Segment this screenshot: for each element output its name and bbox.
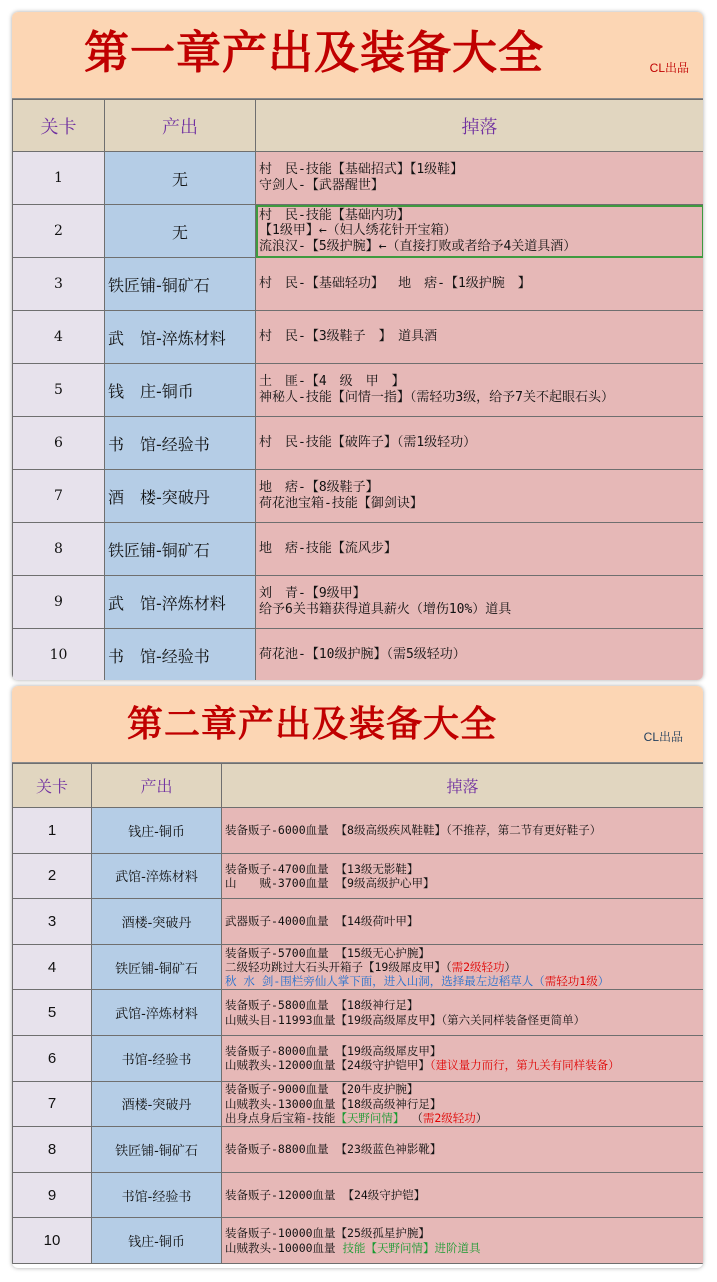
drop-segment: 山 贼-3700血量 【9级高级护心甲】	[225, 875, 435, 890]
drop-line	[225, 1142, 703, 1156]
chapter-1-rows	[13, 152, 704, 681]
drop-line: 【1级甲】←（妇人绣花针开宝箱）	[259, 223, 457, 239]
drop-segment: 【天野问情】	[335, 1111, 405, 1126]
production-cell: 酒楼-突破丹	[92, 899, 222, 945]
table-row	[13, 1218, 704, 1264]
drop-segment: 装备贩子-5700血量 【15级无心护腕】	[225, 945, 430, 960]
level-cell: 9	[13, 576, 105, 629]
drop-line	[225, 1058, 703, 1072]
drop-segment: （	[404, 1111, 423, 1126]
level-cell: 2	[13, 205, 105, 258]
drop-segment: 需2级轻功	[422, 1111, 476, 1126]
drops-cell	[222, 1172, 704, 1218]
level-cell: 5	[13, 364, 105, 417]
table-row	[13, 258, 704, 311]
table-row	[13, 152, 704, 205]
chapter-2-credit: CL出品	[643, 730, 683, 744]
chapter-2-table	[12, 763, 703, 1264]
header-level: 关卡	[13, 764, 92, 808]
drops-cell	[256, 629, 704, 681]
drops-cell	[222, 990, 704, 1036]
drop-segment: 出身点身后宝箱-技能	[225, 1111, 336, 1126]
drop-line	[225, 998, 703, 1012]
drops-cell	[256, 523, 704, 576]
drops-cell	[256, 205, 704, 258]
drop-line	[225, 862, 703, 876]
drop-line: 神秘人-技能【问情一指】（需轻功3级，给予7关不起眼石头）	[259, 390, 614, 405]
drop-line	[225, 823, 703, 837]
production-cell: 武馆-淬炼材料	[92, 853, 222, 899]
table-row	[13, 629, 704, 681]
drop-line: 流浪汉-【5级护腕】←（直接打败或者给予4关道具酒）	[259, 238, 577, 254]
drop-line	[225, 1188, 703, 1202]
production-cell: 书馆-经验书	[92, 1035, 222, 1081]
drops-cell	[222, 853, 704, 899]
drop-segment: （建议量力而行，第九关有同样装备）	[429, 1058, 620, 1073]
level-cell: 6	[13, 1035, 92, 1081]
chapter-1-banner	[12, 12, 703, 99]
table-row	[13, 1081, 704, 1127]
table-row	[13, 944, 704, 990]
header-drops: 掉落	[256, 100, 704, 152]
chapter-2-rows	[13, 808, 704, 1264]
drops-cell	[222, 1035, 704, 1081]
drop-line: 地 痞-技能【流风步】	[259, 541, 397, 557]
drop-segment: 装备贩子-4700血量 【13级无影鞋】	[225, 861, 419, 876]
drop-segment: 二级轻功跳过大石头开箱子【19级犀皮甲】（	[225, 959, 452, 974]
chapter-1-table	[12, 99, 703, 680]
production-cell: 钱庄-铜币	[92, 808, 222, 854]
drop-line	[225, 1097, 703, 1111]
chapter-2-panel	[12, 686, 703, 1268]
drop-line	[225, 946, 703, 960]
level-cell: 1	[13, 152, 105, 205]
table-row	[13, 576, 704, 629]
drop-line	[225, 1013, 703, 1027]
drops-cell	[256, 364, 704, 417]
drop-line: 守剑人-【武器醒世】	[259, 178, 384, 193]
production-cell: 无	[105, 205, 256, 258]
drop-segment: 山贼头目-11993血量【19级高级犀皮甲】（第六关同样装备怪更简单）	[225, 1012, 586, 1027]
drop-segment: 技能【天野问情】进阶道具	[342, 1240, 481, 1255]
production-cell: 铁匠铺-铜矿石	[92, 1127, 222, 1173]
drop-line: 刘 青-【9级甲】	[259, 586, 366, 602]
drops-cell	[222, 944, 704, 990]
table-row	[13, 205, 704, 258]
level-cell: 1	[13, 808, 92, 854]
table-row	[13, 853, 704, 899]
drop-segment: 装备贩子-10000血量【25级孤星护腕】	[225, 1226, 430, 1241]
level-cell: 8	[13, 523, 105, 576]
level-cell: 3	[13, 899, 92, 945]
drop-line: 荷花池-【10级护腕】（需5级轻功）	[259, 647, 466, 663]
drops-cell	[222, 1127, 704, 1173]
level-cell: 4	[13, 311, 105, 364]
table-row	[13, 311, 704, 364]
drops-cell	[222, 1218, 704, 1264]
drop-segment: 山贼教头-12000血量【24级守护铠甲】	[225, 1058, 430, 1073]
drop-segment: 装备贩子-8000血量 【19级高级犀皮甲】	[225, 1043, 442, 1058]
production-cell: 铁匠铺-铜矿石	[105, 258, 256, 311]
chapter-1-credit: CL出品	[649, 61, 689, 75]
drop-line: 给予6关书籍获得道具薪火（增伤10%）道具	[259, 602, 512, 617]
drop-line	[225, 960, 703, 974]
drop-line: 村 民-【3级鞋子 】 道具酒	[259, 329, 438, 345]
drop-segment: 山贼教头-13000血量【18级高级神行足】	[225, 1096, 442, 1111]
drop-segment: 武器贩子-4000血量 【14级荷叶甲】	[225, 914, 419, 929]
table-row	[13, 1035, 704, 1081]
drops-cell	[222, 808, 704, 854]
production-cell: 武 馆-淬炼材料	[105, 311, 256, 364]
table-row	[13, 990, 704, 1036]
drop-line	[225, 876, 703, 890]
chapter-1-panel	[12, 12, 703, 680]
drop-segment: 装备贩子-12000血量 【24级守护铠】	[225, 1187, 426, 1202]
production-cell: 钱庄-铜币	[92, 1218, 222, 1264]
drops-cell	[256, 470, 704, 523]
drop-line	[225, 1226, 703, 1240]
header-drops: 掉落	[222, 764, 704, 808]
drop-line: 村 民-【基础轻功】 地 痞-【1级护腕 】	[259, 276, 531, 292]
drop-line	[225, 974, 703, 988]
drop-line	[225, 1082, 703, 1096]
drop-segment: 装备贩子-5800血量 【18级神行足】	[225, 998, 419, 1013]
drop-line: 村 民-技能【基础内功】	[259, 207, 410, 223]
drop-line: 荷花池宝箱-技能【御剑诀】	[259, 496, 423, 511]
table-row	[13, 1127, 704, 1173]
drop-segment: 需2级轻功	[451, 959, 505, 974]
level-cell: 5	[13, 990, 92, 1036]
drops-cell	[256, 576, 704, 629]
level-cell: 9	[13, 1172, 92, 1218]
level-cell: 10	[13, 629, 105, 681]
production-cell: 武 馆-淬炼材料	[105, 576, 256, 629]
drop-segment: 装备贩子-9000血量 【20牛皮护腕】	[225, 1082, 419, 1097]
drops-cell	[256, 152, 704, 205]
header-level: 关卡	[13, 100, 105, 152]
production-cell: 铁匠铺-铜矿石	[105, 523, 256, 576]
level-cell: 10	[13, 1218, 92, 1264]
level-cell: 2	[13, 853, 92, 899]
drop-segment: 装备贩子-8800血量 【23级蓝色神影靴】	[225, 1142, 442, 1157]
table-row	[13, 364, 704, 417]
production-cell: 书馆-经验书	[92, 1172, 222, 1218]
table-row	[13, 470, 704, 523]
drop-line	[225, 1111, 703, 1125]
table-row	[13, 1172, 704, 1218]
production-cell: 酒楼-突破丹	[92, 1081, 222, 1127]
drops-cell	[222, 899, 704, 945]
level-cell: 7	[13, 470, 105, 523]
production-cell: 酒 楼-突破丹	[105, 470, 256, 523]
drops-cell	[256, 417, 704, 470]
drop-line: 村 民-技能【基础招式】【1级鞋】	[259, 162, 464, 178]
table-row	[13, 417, 704, 470]
chapter-2-title: 第二章产出及装备大全	[127, 704, 498, 745]
level-cell: 8	[13, 1127, 92, 1173]
drop-line: 土 匪-【4 级 甲 】	[259, 374, 405, 390]
production-cell: 无	[105, 152, 256, 205]
drop-segment: ）	[597, 974, 610, 989]
drop-line	[225, 914, 703, 928]
level-cell: 4	[13, 944, 92, 990]
drops-cell	[256, 311, 704, 364]
drop-segment: 装备贩子-6000血量 【8级高级疾风鞋鞋】（不推荐，第二节有更好鞋子）	[225, 823, 602, 838]
chapter-2-banner	[12, 686, 703, 763]
drop-line: 地 痞-【8级鞋子】	[259, 480, 379, 496]
drop-segment: 需轻功1级	[544, 974, 598, 989]
drops-cell	[222, 1081, 704, 1127]
production-cell: 铁匠铺-铜矿石	[92, 944, 222, 990]
production-cell: 书 馆-经验书	[105, 417, 256, 470]
chapter-1-title: 第一章产出及装备大全	[84, 26, 545, 79]
level-cell: 7	[13, 1081, 92, 1127]
drop-segment: 山贼教头-10000血量	[225, 1240, 343, 1255]
production-cell: 钱 庄-铜币	[105, 364, 256, 417]
table-row	[13, 899, 704, 945]
drop-segment: 秋 水 剑-围栏旁仙人掌下面，进入山洞，选择最左边稻草人（	[225, 974, 545, 989]
table-row	[13, 808, 704, 854]
drop-line	[225, 1044, 703, 1058]
production-cell: 武馆-淬炼材料	[92, 990, 222, 1036]
table-row	[13, 523, 704, 576]
header-production: 产出	[92, 764, 222, 808]
header-production: 产出	[105, 100, 256, 152]
production-cell: 书 馆-经验书	[105, 629, 256, 681]
drop-segment: ）	[475, 1111, 488, 1126]
level-cell: 3	[13, 258, 105, 311]
drops-cell	[256, 258, 704, 311]
drop-segment: ）	[504, 959, 517, 974]
drop-line: 村 民-技能【破阵子】（需1级轻功）	[259, 435, 477, 451]
drop-line	[225, 1241, 703, 1255]
level-cell: 6	[13, 417, 105, 470]
